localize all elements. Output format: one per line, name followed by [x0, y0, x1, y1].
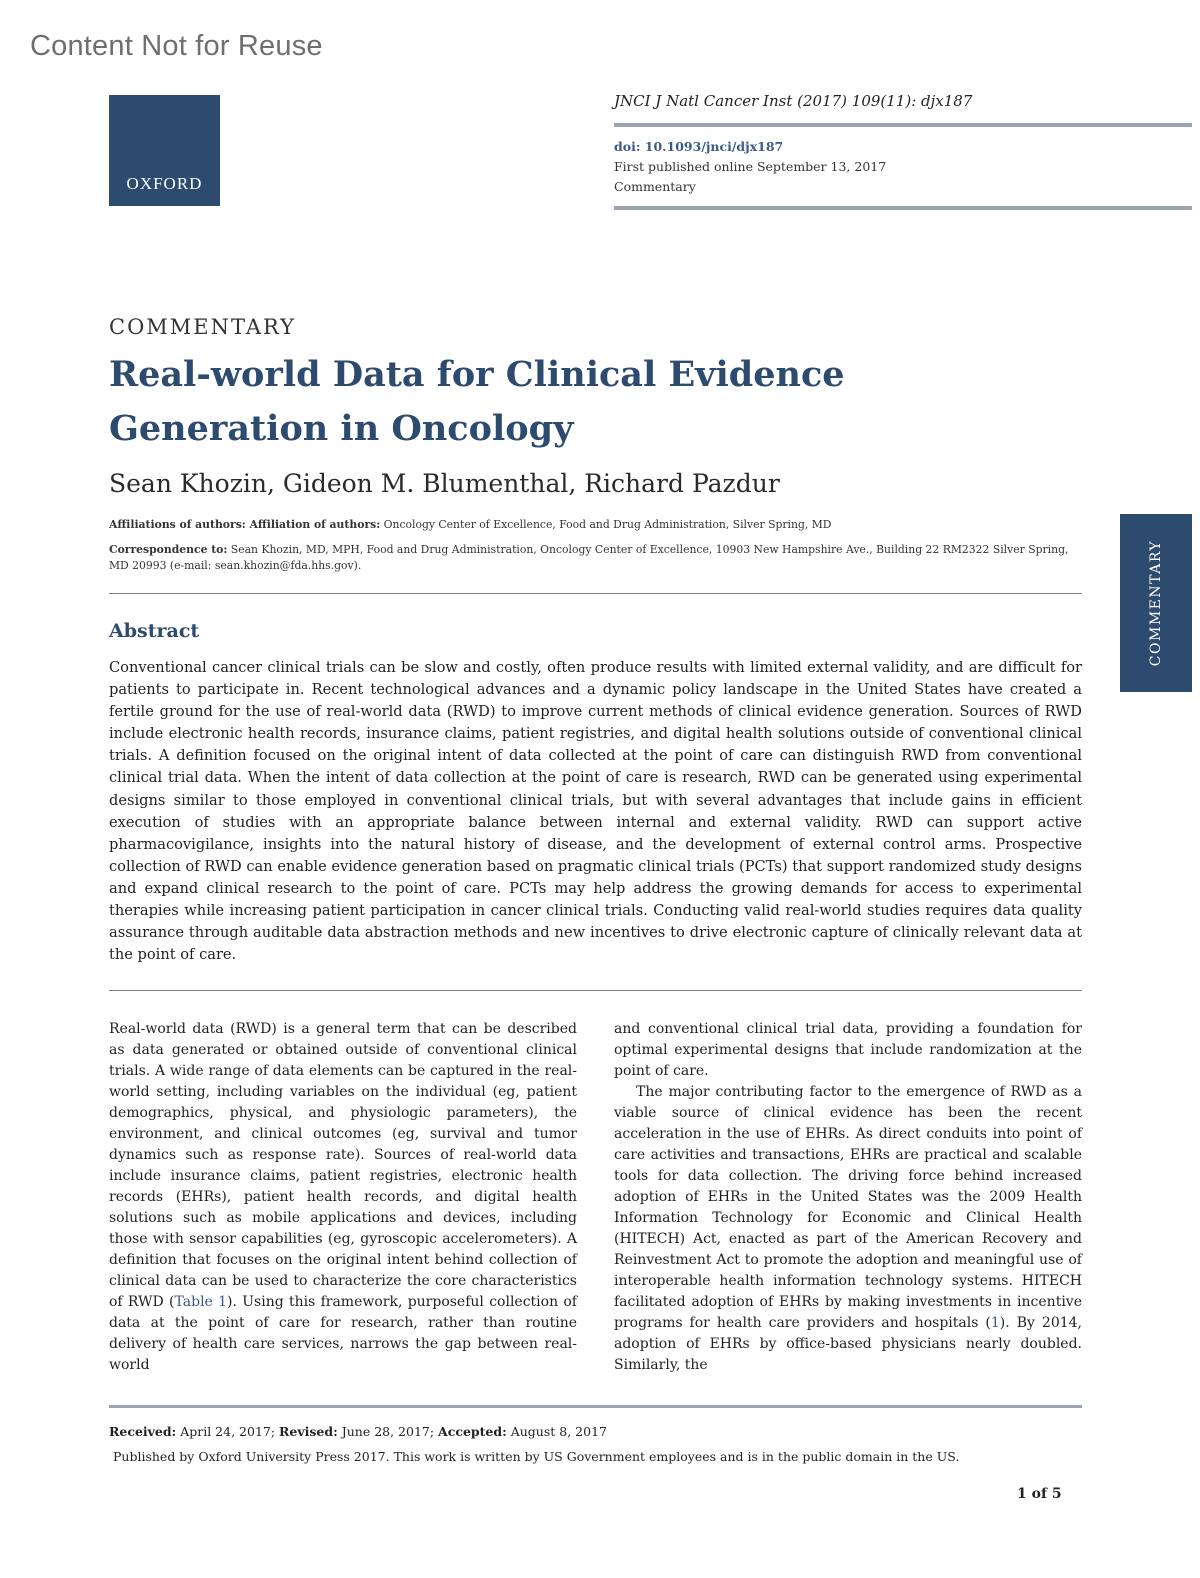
side-tab-label: COMMENTARY — [1148, 539, 1164, 667]
publisher-note: Published by Oxford University Press 2017. This work is written by US Government employees and is in the public domain in the US. — [113, 1449, 960, 1464]
affiliations — [109, 517, 1089, 532]
publication-date: First published online September 13, 2017 — [614, 159, 887, 174]
body-paragraph — [109, 1019, 577, 1376]
body-text: The major contributing factor to the emergence of RWD as a viable source of clinical evidence has been the recent acceleration in the use of EHRs. As direct conduits into point of care activities and transactions, EHRs are practical and scalable tools for data collection. The driving force behind increased adoption of EHRs in the United States was the 2009 Health Information Technology for Economic and Clinical Health (HITECH) Act, enacted as part of the American Recovery and Reinvestment Act to promote the adoption and meaningful use of interoperable health information technology systems. HITECH facilitated adoption of EHRs by making investments in incentive programs for health care providers and hospitals ( — [614, 1084, 1082, 1331]
accepted-label: Accepted: — [438, 1424, 507, 1439]
section-label: COMMENTARY — [109, 315, 297, 339]
logo-text: OXFORD — [126, 174, 203, 193]
article-dates — [109, 1424, 607, 1439]
article-type: Commentary — [614, 179, 696, 194]
correspondence — [109, 542, 1089, 574]
revised-date: June 28, 2017; — [337, 1424, 439, 1439]
accepted-date: August 8, 2017 — [506, 1424, 607, 1439]
journal-citation: JNCI J Natl Cancer Inst (2017) 109(11): djx187 — [614, 92, 973, 110]
body-paragraph — [614, 1082, 1082, 1376]
body-text: ). Using this framework, purposeful collection of data at the point of care for research, rather than routine delivery of health care services, narrows the gap between real-world — [109, 1294, 577, 1373]
page-number: 1 of 5 — [1017, 1486, 1062, 1502]
doi-link[interactable]: doi: 10.1093/jnci/djx187 — [614, 139, 784, 154]
watermark-text: Content Not for Reuse — [30, 30, 323, 62]
abstract-heading: Abstract — [109, 620, 200, 642]
oxford-logo — [109, 95, 220, 206]
body-paragraph: and conventional clinical trial data, providing a foundation for optimal experimental designs that include randomization at the point of care. — [614, 1021, 1082, 1079]
footer-rule — [109, 1405, 1082, 1408]
correspondence-label: Correspondence to: — [109, 543, 228, 556]
header-rule — [614, 123, 1192, 127]
affiliations-text: Oncology Center of Excellence, Food and Drug Administration, Silver Spring, MD — [380, 518, 832, 531]
header-rule-bottom — [614, 206, 1192, 210]
section-side-tab — [1120, 514, 1192, 692]
article-title: Real-world Data for Clinical Evidence Generation in Oncology — [109, 354, 845, 449]
table-1-link[interactable]: Table 1 — [174, 1294, 228, 1310]
received-date: April 24, 2017; — [176, 1424, 280, 1439]
affiliations-label: Affiliations of authors: Affiliation of authors: — [109, 518, 381, 531]
body-text: Real-world data (RWD) is a general term that can be described as data generated or obtained outside of conventional clinical trials. A wide range of data elements can be captured in the real-world setting, including variables on the individual (eg, patient demographics, physical, and physiologic parameters), the environment, and clinical outcomes (eg, survival and tumor dynamics such as response rate). Sources of real-world data include insurance claims, patient registries, electronic health records (EHRs), patient health records, and digital health solutions such as mobile applications and devices, including those with sensor capabilities (eg, gyroscopic accelerometers). A definition that focuses on the original intent behind collection of clinical data can be used to characterize the core characteristics of RWD ( — [109, 1021, 577, 1310]
body-text: ). By 2014, adoption of EHRs by office-based physicians nearly doubled. Similarly, the — [614, 1315, 1082, 1373]
abstract-divider — [109, 990, 1082, 991]
divider — [109, 593, 1082, 594]
correspondence-text: Sean Khozin, MD, MPH, Food and Drug Administration, Oncology Center of Excellence, 10903 New Hampshire Ave., Building 22 RM2322 Silver Spring, MD 20993 (e-mail: sean.khozin@fda.hhs.gov). — [109, 543, 1069, 572]
body-column-left — [109, 1019, 577, 1376]
reference-1-link[interactable]: 1 — [990, 1315, 1000, 1331]
revised-label: Revised: — [279, 1424, 338, 1439]
author-list: Sean Khozin, Gideon M. Blumenthal, Richard Pazdur — [109, 469, 780, 498]
body-column-right — [614, 1019, 1082, 1376]
received-label: Received: — [109, 1424, 177, 1439]
abstract-text: Conventional cancer clinical trials can be slow and costly, often produce results with limited external validity, and are difficult for patients to participate in. Recent technological advances and a dynamic policy landscape in the United States have created a fertile ground for the use of real-world data (RWD) to improve current methods of clinical evidence generation. Sources of RWD include electronic health records, insurance claims, patient registries, and digital health solutions outside of conventional clinical trials. A definition focused on the original intent of data collected at the point of care can distinguish RWD from conventional clinical trial data. When the intent of data collection at the point of care is research, RWD can be generated using experimental designs similar to those employed in conventional clinical trials, but with several advantages that include gains in efficient execution of studies with an appropriate balance between internal and external validity. RWD can support active pharmacovigilance, insights into the natural history of disease, and the development of external control arms. Prospective collection of RWD can enable evidence generation based on pragmatic clinical trials (PCTs) that support randomized study designs and expand clinical research to the point of care. PCTs may help address the growing demands for access to experimental therapies while increasing patient participation in cancer clinical trials. Conducting valid real-world studies requires data quality assurance through auditable data abstraction methods and new incentives to drive electronic capture of clinically relevant data at the point of care. — [109, 659, 1082, 964]
